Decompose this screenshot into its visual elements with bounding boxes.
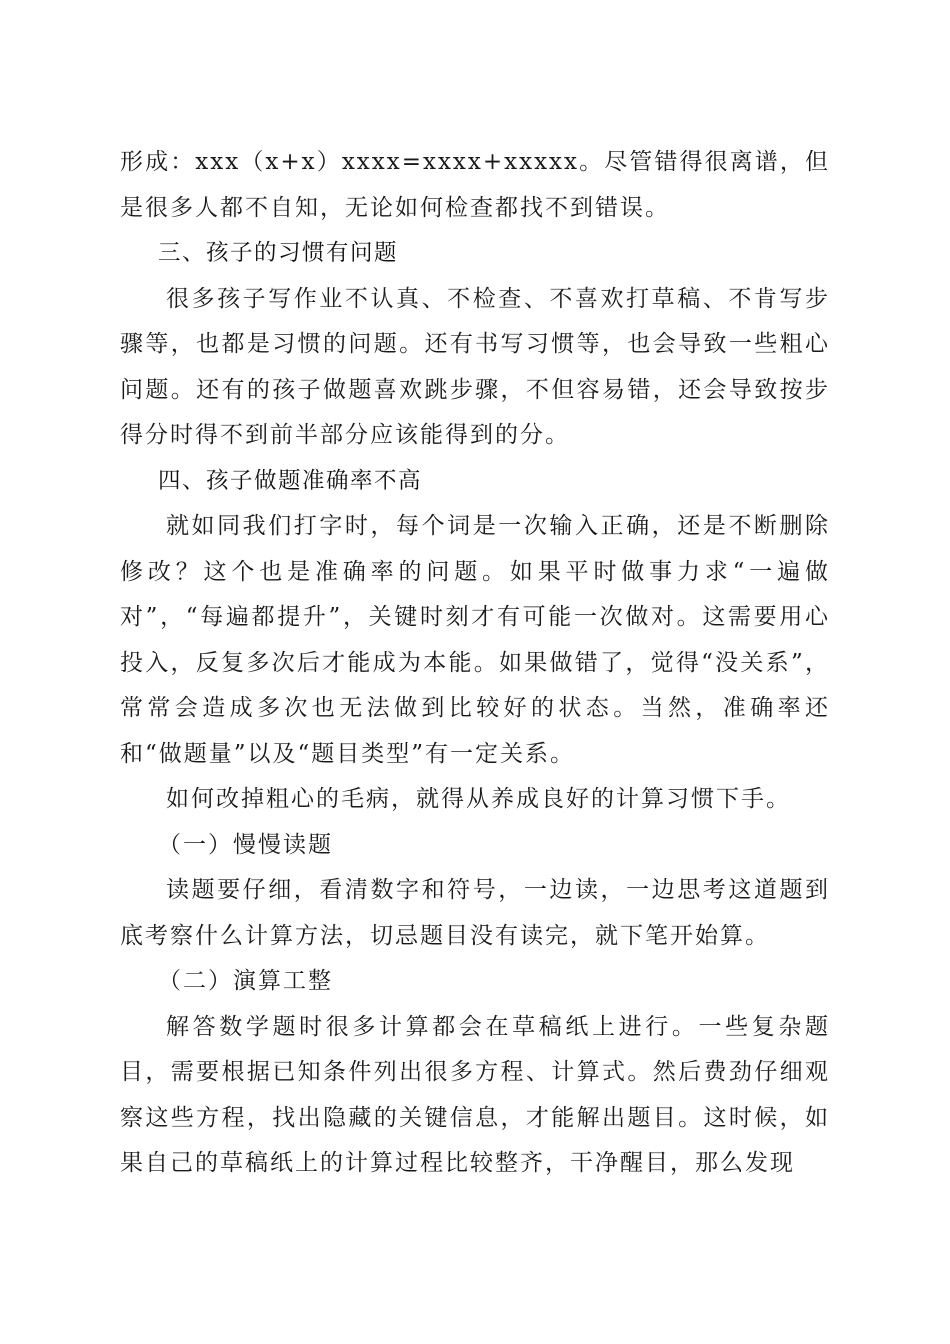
paragraph-read: 读题要仔细，看清数字和符号，一边读，一边思考这道题到底考察什么计算方法，切忌题目没有读完，就下笔开始算。 [120,877,830,949]
subsection-heading-1: （一）慢慢读题 [158,831,333,858]
section-heading-3: 三、孩子的习惯有问题 [158,240,399,266]
paragraph-habit: 很多孩子写作业不认真、不检查、不喜欢打草稿、不肯写步骤等，也都是习惯的问题。还有书写习惯等，也会导致一些粗心问题。还有的孩子做题喜欢跳步骤，不但容易错，还会导致按步得分时得不到前半部分应该能得到的分。 [120,285,830,448]
paragraph-calc: 解答数学题时很多计算都会在草稿纸上进行。一些复杂题目，需要根据已知条件列出很多方程、计算式。然后费劲仔细观察这些方程，找出隐藏的关键信息，才能解出题目。这时候，如果自己的草稿纸上的计算过程比较整齐，干净醒目，那么发现 [120,1013,830,1176]
paragraph-accuracy: 就如同我们打字时，每个词是一次输入正确，还是不断删除修改？这个也是准确率的问题。如果平时做事力求“一遍做对”，“每遍都提升”，关键时刻才有可能一次做对。这需要用心投入，反复多次后才能成为本能。如果做错了，觉得“没关系”，常常会造成多次也无法做到比较好的状态。当然，准确率还和“做题量”以及“题目类型”有一定关系。 [120,513,830,767]
paragraph-continued: 形成：xxx（x+x）xxxx=xxxx+xxxxx。尽管错得很离谱，但是很多人都不自知，无论如何检查都找不到错误。 [120,149,830,221]
section-heading-4: 四、孩子做题准确率不高 [158,467,423,494]
subsection-heading-2: （二）演算工整 [158,968,333,994]
paragraph-intro: 如何改掉粗心的毛病，就得从养成良好的计算习惯下手。 [166,786,791,812]
document-body [120,140,830,1187]
